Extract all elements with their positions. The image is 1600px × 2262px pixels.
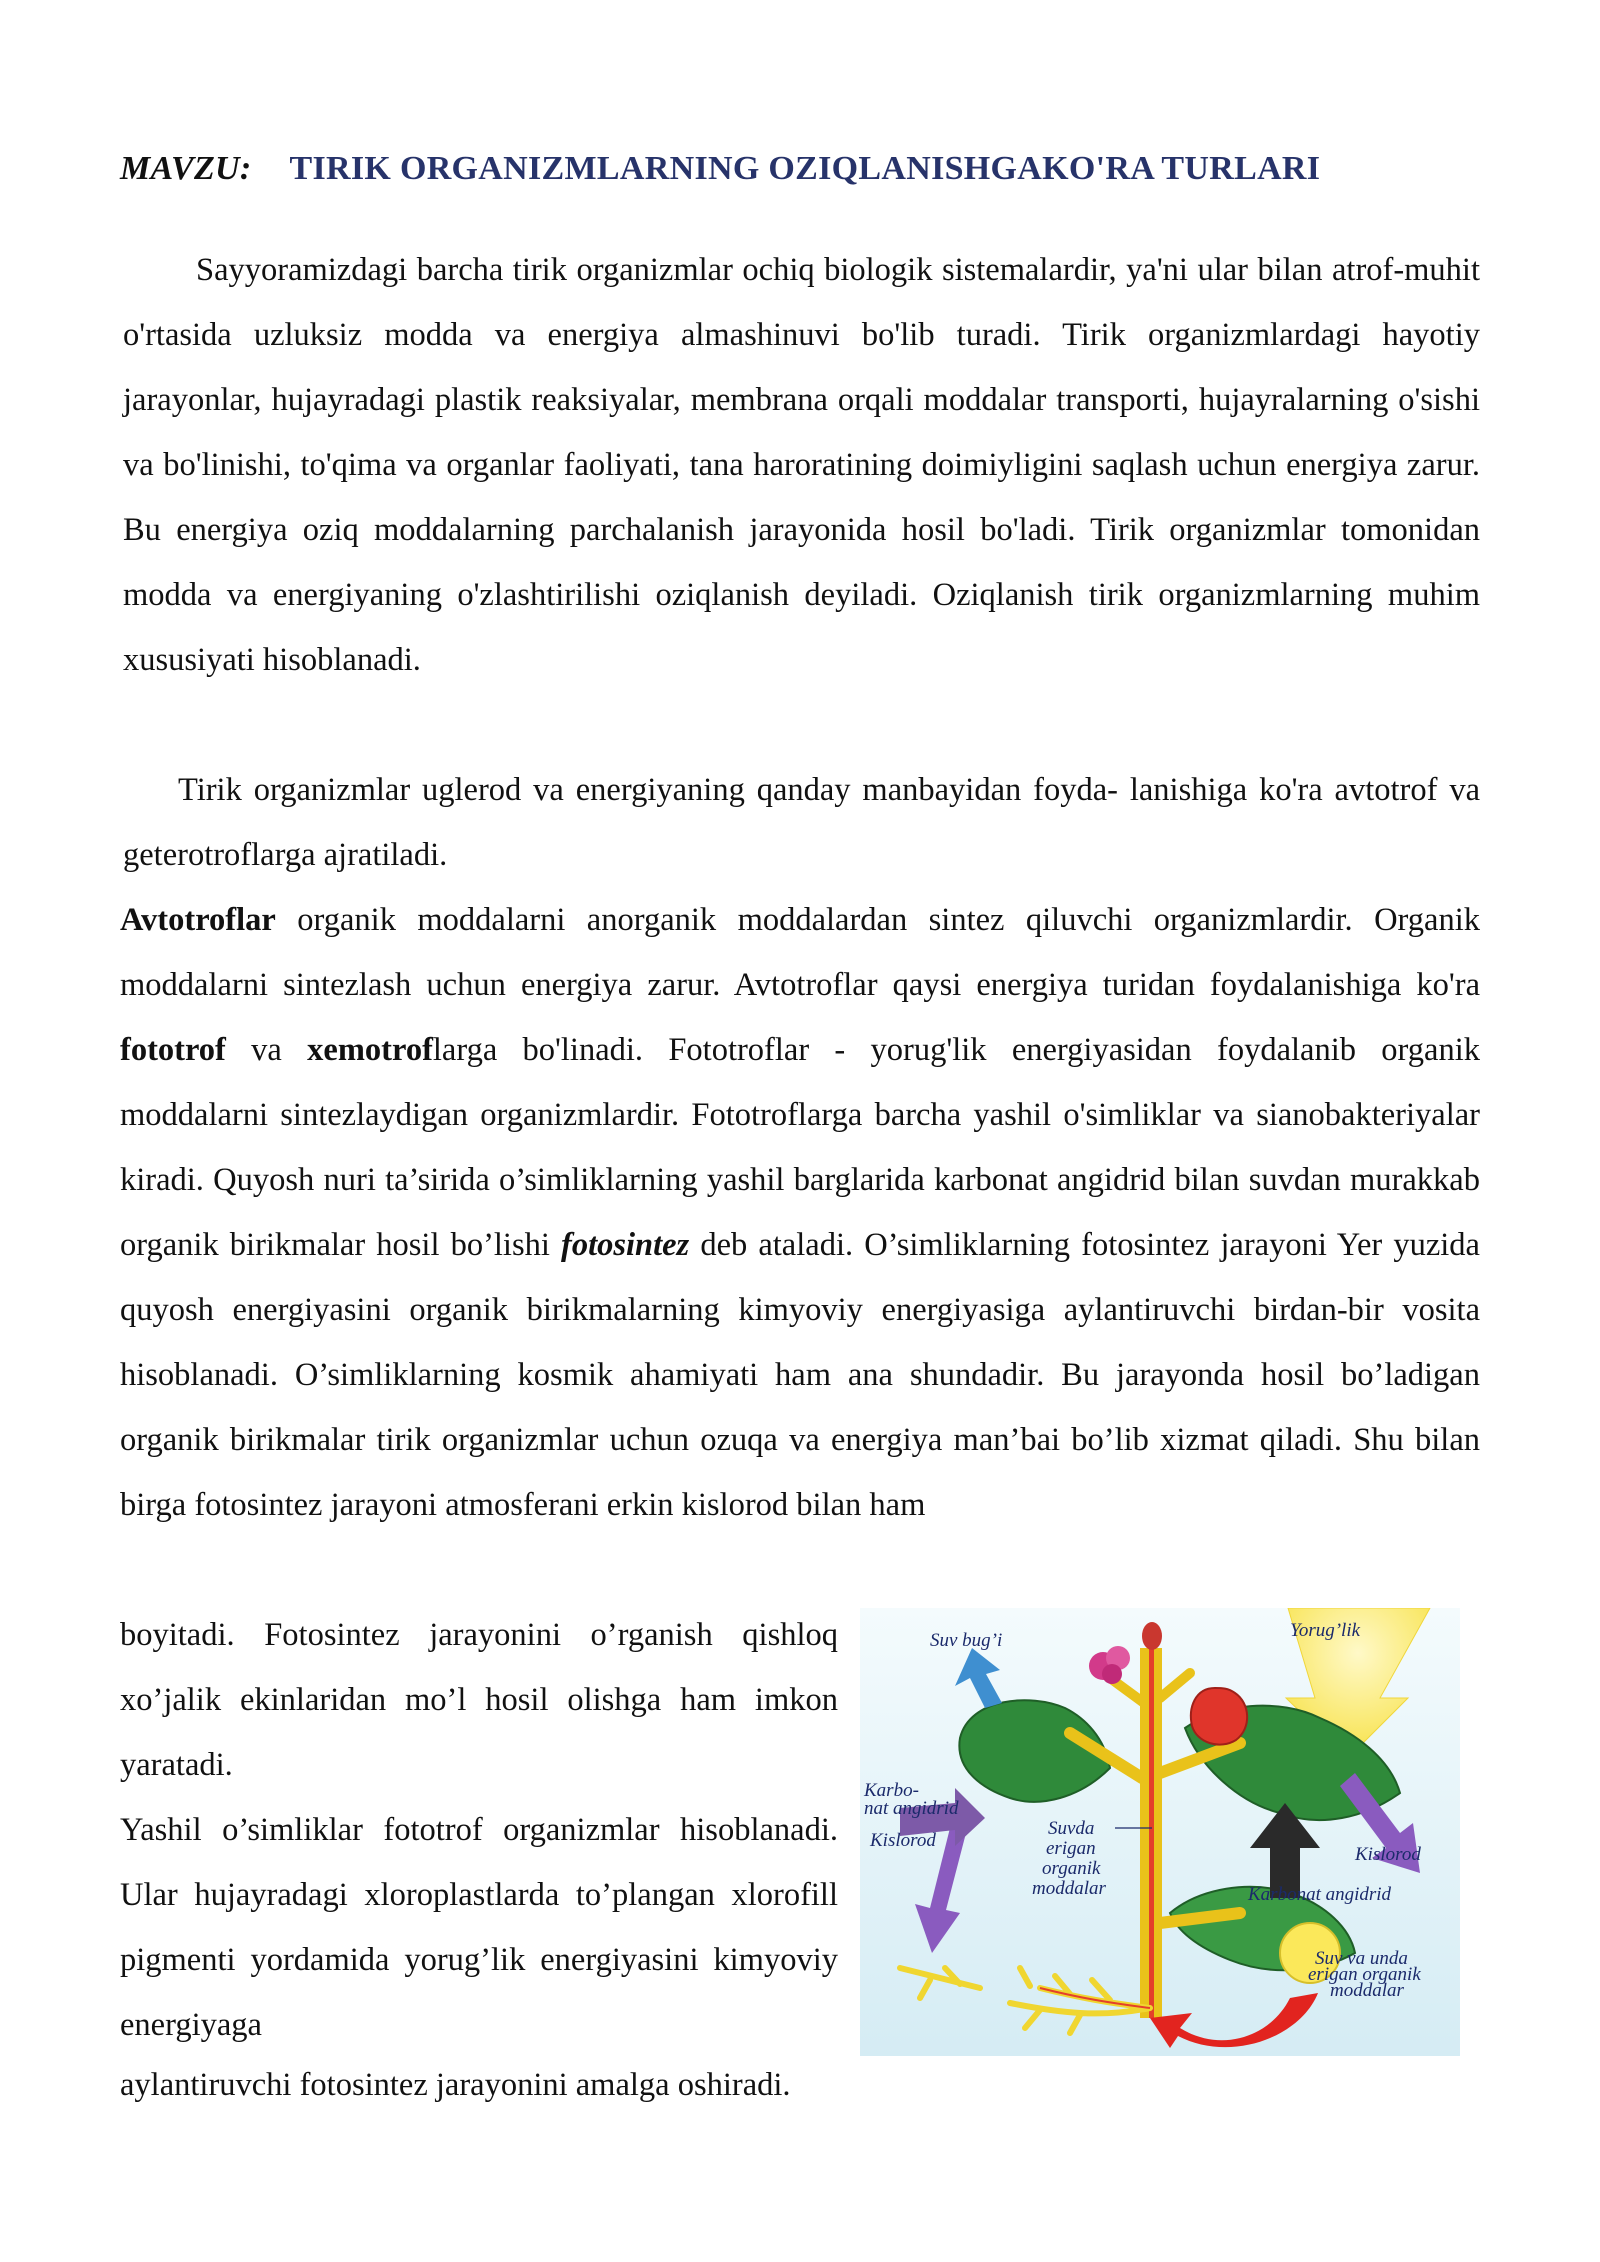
label-co2-left-2: nat angidrid xyxy=(864,1798,959,1819)
label-oxygen-left: Kislorod xyxy=(870,1830,936,1851)
term-chemotroph: xemotrof xyxy=(307,1032,433,1068)
title-label: MAVZU: xyxy=(120,150,252,187)
label-light: Yorug’lik xyxy=(1290,1620,1361,1641)
paragraph-autotrophs xyxy=(120,888,1480,1538)
label-oxygen-right: Kislorod xyxy=(1355,1844,1421,1865)
label-co2-right: Karbonat angidrid xyxy=(1248,1884,1392,1905)
label-root-3: moddalar xyxy=(1330,1980,1404,2001)
paragraph-autotrophs-text-1: organik moddalarni anorganik moddalardan sintez qiluvchi organizmlardir. Organik moddalarni sintezlash uchun energiya zarur. Avtotroflar qaysi energiya turidan foydalanishiga ko'ra xyxy=(120,902,1480,1003)
label-co2-left-1: Karbo- xyxy=(864,1780,919,1801)
label-dissolved-4: moddalar xyxy=(1032,1878,1106,1899)
term-phototroph: fototrof xyxy=(120,1032,226,1068)
label-root-1: Suv va unda xyxy=(1315,1948,1408,1969)
paragraph-intro: Sayyoramizdagi barcha tirik organizmlar ochiq biologik sistemalardir, ya'ni ular bilan atrof-muhit o'rtasida uzluksiz modda va energiya almashinuvi bo'lib turadi. Tirik organizmlardagi hayotiy jarayonlar, hujayradagi plastik reaksiyalar, membrana orqali moddalar transporti, hujayralarning o'sishi va bo'linishi, to'qima va organlar faoliyati, tana haroratining doimiyligini saqlash uchun energiya zarur. Bu energiya oziq moddalarning parchalanish jarayonida hosil bo'ladi. Tirik organizmlar tomonidan modda va energiyaning o'zlashtirilishi oziqlanish deyiladi. Oziqlanish tirik organizmlarning muhim xususiyati hisoblanadi. xyxy=(123,252,1480,678)
paragraph-photosynthesis-study: boyitadi. Fotosintez jarayonini o’rganish qishloq xo’jalik ekinlaridan mo’l hosil olishga ham imkon yaratadi. xyxy=(120,1617,838,1783)
label-dissolved-2: erigan xyxy=(1046,1838,1096,1859)
title-topic: TIRIK ORGANIZMLARNING OZIQLANISHGAKO'RA TURLARI xyxy=(289,150,1321,187)
page-title xyxy=(120,150,1480,188)
label-dissolved-1: Suvda xyxy=(1048,1818,1095,1839)
term-autotrophs: Avtotroflar xyxy=(120,902,276,938)
label-dissolved-3: organik xyxy=(1042,1858,1101,1879)
paragraph-autotrophs-text-2: va xyxy=(225,1032,308,1068)
term-photosynthesis: fotosintez xyxy=(561,1227,690,1263)
paragraph-classification: Tirik organizmlar uglerod va energiyaning qanday manbayidan foyda- lanishiga ko'ra avtotrof va geterotroflarga ajratiladi. xyxy=(123,772,1480,873)
paragraph-autotrophs-text-3: larga bo'linadi. Fototroflar - yorug'lik energiyasidan foydalanib organik moddalarni sintezlaydigan organizmlardir. Fototroflarga barcha yashil o'simliklar va sianobakteriyalar kiradi. Quyosh nuri ta’sirida o’simliklarning yashil barglarida karbonat angidrid bilan suvdan murakkab organik birikmalar hosil bo’lishi xyxy=(120,1032,1480,1263)
flower-bud xyxy=(1142,1622,1162,1650)
fruit xyxy=(1191,1688,1247,1745)
sap-flow-line xyxy=(1149,1648,1154,2018)
label-water-vapor: Suv bug’i xyxy=(930,1630,1003,1651)
label-root-2: erigan organik xyxy=(1308,1964,1421,1985)
paragraph-green-plants: Yashil o’simliklar fototrof organizmlar hisoblanadi. Ular hujayradagi xloroplastlarda to’plangan xlorofill pigmenti yordamida yorug’lik energiyasini kimyoviy energiyaga xyxy=(120,1812,838,2043)
paragraph-autotrophs-text-4: deb ataladi. O’simliklarning fotosintez jarayoni Yer yuzida quyosh energiyasini organik birikmalarning kimyoviy energiyasiga aylantiruvchi birdan-bir vosita hisoblanadi. O’simliklarning kosmik ahamiyati ham ana shundadir. Bu jarayonda hosil bo’ladigan organik birikmalar tirik organizmlar uchun ozuqa va energiya man’bai bo’lib xizmat qiladi. Shu bilan birga fotosintez jarayoni atmosferani erkin kislorod bilan ham xyxy=(120,1227,1480,1523)
photosynthesis-diagram xyxy=(860,1608,1460,2056)
paragraph-conclusion: aylantiruvchi fotosintez jarayonini amalga oshiradi. xyxy=(120,2067,791,2103)
